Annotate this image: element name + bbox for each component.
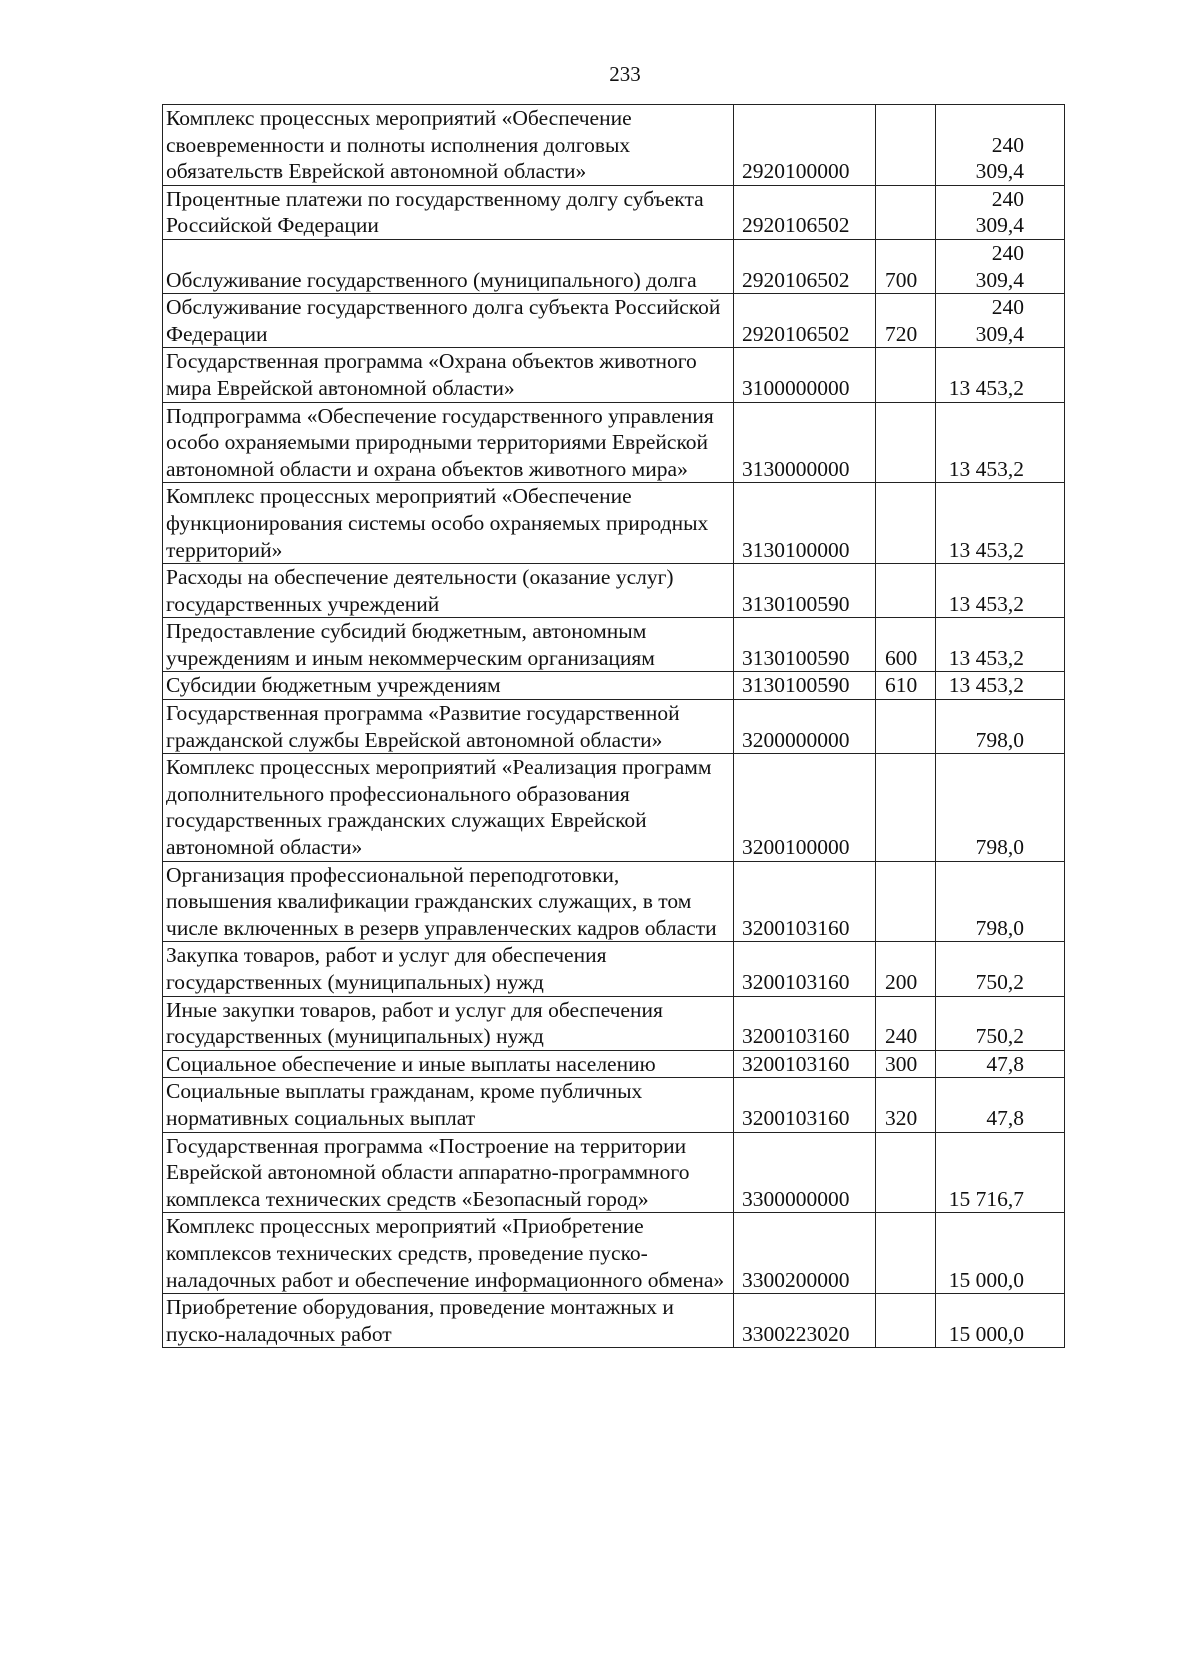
row-code: 3200000000: [734, 700, 876, 754]
row-sum: 15 000,0: [936, 1213, 1065, 1294]
table-row: [163, 996, 1065, 1050]
row-name: Социальное обеспечение и иные выплаты населению: [163, 1050, 734, 1078]
row-sum: 750,2: [936, 996, 1065, 1050]
row-type: 240: [876, 996, 936, 1050]
row-sum: 750,2: [936, 942, 1065, 996]
row-sum: 47,8: [936, 1050, 1065, 1078]
row-name: Приобретение оборудования, проведение монтажных и пуско-наладочных работ: [163, 1294, 734, 1348]
row-type: [876, 861, 936, 942]
row-type: [876, 700, 936, 754]
table-row: [163, 1078, 1065, 1132]
budget-table: [162, 104, 1065, 1348]
row-type: [876, 105, 936, 186]
row-sum: 240 309,4: [936, 294, 1065, 348]
row-type: 200: [876, 942, 936, 996]
row-sum: 240 309,4: [936, 239, 1065, 293]
row-type: 320: [876, 1078, 936, 1132]
row-sum: 13 453,2: [936, 672, 1065, 700]
row-name: Государственная программа «Развитие государственной гражданской службы Еврейской автономной области»: [163, 700, 734, 754]
row-sum: 240 309,4: [936, 105, 1065, 186]
table-row: [163, 564, 1065, 618]
row-type: 610: [876, 672, 936, 700]
row-sum: 798,0: [936, 754, 1065, 861]
row-sum: 798,0: [936, 861, 1065, 942]
row-name: Субсидии бюджетным учреждениям: [163, 672, 734, 700]
row-code: 3130100590: [734, 618, 876, 672]
row-code: 3200103160: [734, 861, 876, 942]
table-row: [163, 672, 1065, 700]
row-name: Государственная программа «Построение на территории Еврейской автономной области аппаратно-программного комплекса технических средств «Безопасный город»: [163, 1132, 734, 1213]
row-sum: 798,0: [936, 700, 1065, 754]
row-code: 3300200000: [734, 1213, 876, 1294]
table-row: [163, 105, 1065, 186]
row-code: 3200103160: [734, 996, 876, 1050]
table-row: [163, 1132, 1065, 1213]
row-code: 3300223020: [734, 1294, 876, 1348]
row-code: 3130000000: [734, 402, 876, 483]
row-name: Организация профессиональной переподготовки, повышения квалификации гражданских служащих, в том числе включенных в резерв управленческих кадров области: [163, 861, 734, 942]
row-sum: 13 453,2: [936, 348, 1065, 402]
row-name: Государственная программа «Охрана объектов животного мира Еврейской автономной области»: [163, 348, 734, 402]
table-row: [163, 942, 1065, 996]
row-name: Расходы на обеспечение деятельности (оказание услуг) государственных учреждений: [163, 564, 734, 618]
row-code: 2920106502: [734, 239, 876, 293]
row-type: [876, 564, 936, 618]
row-name: Иные закупки товаров, работ и услуг для обеспечения государственных (муниципальных) нужд: [163, 996, 734, 1050]
table-row: [163, 754, 1065, 861]
row-code: 2920100000: [734, 105, 876, 186]
table-row: [163, 1294, 1065, 1348]
table-row: [163, 402, 1065, 483]
row-name: Комплекс процессных мероприятий «Реализация программ дополнительного профессионального образования государственных гражданских служащих Еврейской автономной области»: [163, 754, 734, 861]
row-sum: 13 453,2: [936, 402, 1065, 483]
row-type: 720: [876, 294, 936, 348]
row-name: Комплекс процессных мероприятий «Обеспечение своевременности и полноты исполнения долговых обязательств Еврейской автономной области»: [163, 105, 734, 186]
row-sum: 13 453,2: [936, 564, 1065, 618]
row-code: 3130100000: [734, 483, 876, 564]
row-type: [876, 1213, 936, 1294]
row-name: Закупка товаров, работ и услуг для обеспечения государственных (муниципальных) нужд: [163, 942, 734, 996]
row-code: 3300000000: [734, 1132, 876, 1213]
row-code: 3130100590: [734, 672, 876, 700]
table-row: [163, 483, 1065, 564]
table-row: [163, 1050, 1065, 1078]
row-code: 3200100000: [734, 754, 876, 861]
row-type: 700: [876, 239, 936, 293]
table-row: [163, 618, 1065, 672]
row-code: 3130100590: [734, 564, 876, 618]
row-type: [876, 402, 936, 483]
table-row: [163, 861, 1065, 942]
row-name: Предоставление субсидий бюджетным, автономным учреждениям и иным некоммерческим организациям: [163, 618, 734, 672]
row-sum: 15 716,7: [936, 1132, 1065, 1213]
table-row: [163, 700, 1065, 754]
row-sum: 240 309,4: [936, 185, 1065, 239]
row-type: 600: [876, 618, 936, 672]
table-row: [163, 294, 1065, 348]
row-name: Обслуживание государственного долга субъекта Российской Федерации: [163, 294, 734, 348]
row-code: 3200103160: [734, 942, 876, 996]
page-number: 233: [609, 62, 641, 86]
table-row: [163, 1213, 1065, 1294]
row-code: 2920106502: [734, 185, 876, 239]
row-type: [876, 1294, 936, 1348]
row-sum: 13 453,2: [936, 483, 1065, 564]
row-name: Комплекс процессных мероприятий «Обеспечение функционирования системы особо охраняемых природных территорий»: [163, 483, 734, 564]
row-type: [876, 185, 936, 239]
row-name: Подпрограмма «Обеспечение государственного управления особо охраняемыми природными территориями Еврейской автономной области и охрана объектов животного мира»: [163, 402, 734, 483]
row-sum: 13 453,2: [936, 618, 1065, 672]
row-sum: 47,8: [936, 1078, 1065, 1132]
row-type: [876, 1132, 936, 1213]
row-type: 300: [876, 1050, 936, 1078]
row-name: Процентные платежи по государственному долгу субъекта Российской Федерации: [163, 185, 734, 239]
table-row: [163, 348, 1065, 402]
row-name: Обслуживание государственного (муниципального) долга: [163, 239, 734, 293]
table-row: [163, 185, 1065, 239]
row-name: Комплекс процессных мероприятий «Приобретение комплексов технических средств, проведение пуско-наладочных работ и обеспечение информационного обмена»: [163, 1213, 734, 1294]
row-type: [876, 754, 936, 861]
row-code: 3200103160: [734, 1078, 876, 1132]
row-type: [876, 483, 936, 564]
table-row: [163, 239, 1065, 293]
row-code: 2920106502: [734, 294, 876, 348]
row-name: Социальные выплаты гражданам, кроме публичных нормативных социальных выплат: [163, 1078, 734, 1132]
row-code: 3100000000: [734, 348, 876, 402]
row-type: [876, 348, 936, 402]
row-code: 3200103160: [734, 1050, 876, 1078]
row-sum: 15 000,0: [936, 1294, 1065, 1348]
